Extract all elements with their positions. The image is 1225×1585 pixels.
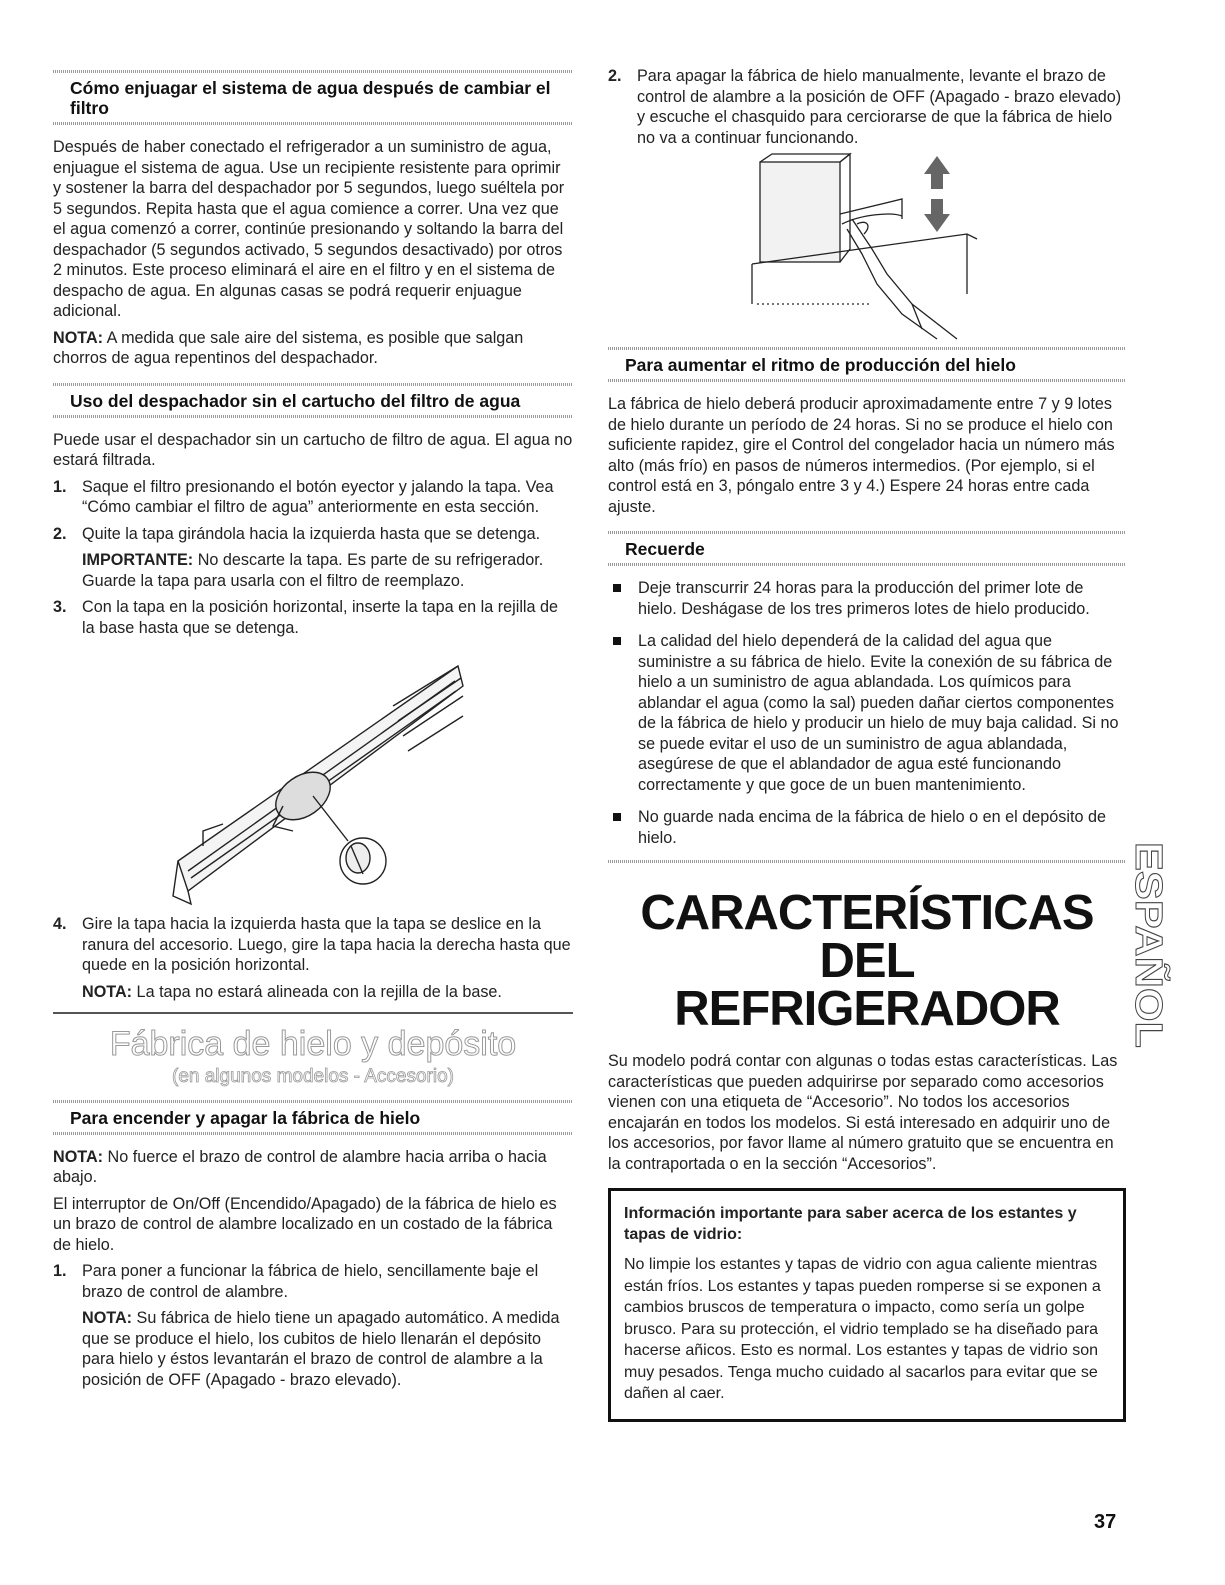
step-text: Quite la tapa girándola hacia la izquierda hasta que se detenga.: [82, 524, 541, 543]
bullet-item: [608, 807, 1126, 848]
step-2: [53, 524, 573, 592]
step-text: Para poner a funcionar la fábrica de hielo, sencillamente baje el brazo de control de alambre.: [82, 1262, 539, 1301]
bullet-square-icon: [608, 578, 638, 619]
note-label: NOTA:: [82, 1309, 133, 1327]
ice-section-subtitle: (en algunos modelos - Accesorio): [172, 1065, 454, 1087]
info-box-text: No limpie los estantes y tapas de vidrio con agua caliente mientras están fríos. Los estantes y tapas pueden romperse si se exponen a cambios bruscos de temperatura o impacto, como sería un golpe brusco. Para su protección, el vidrio templado se ha diseñado para hacerse añicos. Esto es normal. Los estantes y tapas de vidrio son muy pesados. Tenga mucho cuidado al sacarlos para evitar que se dañen al caer.: [624, 1256, 1101, 1402]
note-label: NOTA:: [53, 1147, 104, 1166]
note: [82, 1308, 573, 1390]
filter-cap-illustration: [163, 646, 463, 906]
note-label: NOTA:: [82, 982, 133, 1001]
step-text: Gire la tapa hacia la izquierda hasta que la tapa se deslice en la ranura del accesorio. Luego, gire la tapa hacia la derecha hasta que quede en la posición horizontal.: [82, 915, 571, 974]
rinse-section: [53, 70, 573, 125]
language-side-tab: [1127, 838, 1169, 1052]
section-heading: Para encender y apagar la fábrica de hielo: [70, 1107, 421, 1128]
section-heading: Para aumentar el ritmo de producción del hielo: [625, 355, 1016, 375]
section-heading: Recuerde: [625, 539, 705, 559]
bullet-text: La calidad del hielo dependerá de la calidad del agua que suministre a su fábrica de hielo. Evite la conexión de su fábrica de hielo a un suministro de agua ablandada. Los químicos para ablandar el agua (como la sal) pueden dañar ciertos componentes de la fábrica de hielo y producir un hielo de muy baja calidad. Si no se puede evitar el uso de un suministro de agua ablandada, asegúrese de que el ablandador de agua esté funcionando correctamente y que goce de un buen mantenimiento.: [638, 632, 1119, 794]
section-heading: Uso del despachador sin el cartucho del filtro de agua: [70, 390, 521, 411]
step-1: [53, 477, 573, 518]
bullet-item: [608, 578, 1126, 619]
section-rule: [53, 1012, 573, 1014]
paragraph: Su modelo podrá contar con algunas o todas estas características. Las características que pueden adquirirse por separado como accesorios vienen con una etiqueta de “Accesorio”. No todos los accesorios encajarán en todos los modelos. Si está interesado en adquirir uno de los accesorios, por favor llame al número gratuito que se encuentra en la contraportada o en la sección “Accesorios”.: [608, 1052, 1118, 1173]
paragraph: Después de haber conectado el refrigerador a un suministro de agua, enjuague el sistema de agua. Use un recipiente resistente para oprimir y sostener la barra del despachador por 5 segundos, luego suéltela por 5 segundos. Repita hasta que el agua comience a correr. Una vez que el agua comenzó a correr, continúe presionando y soltando la barra del despachador (5 segundos activado, 5 segundos desactivado) por otros 2 minutos. Este proceso eliminará el aire en el filtro y en el sistema de despacho de agua. En algunas casas se podrá requerir enjuague adicional.: [53, 138, 565, 320]
hatch-divider: [608, 860, 1126, 863]
hatch-divider: [53, 122, 573, 125]
hatch-divider: [608, 563, 1126, 566]
remember-section: [608, 531, 1126, 566]
info-box-title: Información importante para saber acerca de los estantes y tapas de vidrio:: [624, 1205, 1077, 1243]
ice-maker-illustration: [752, 154, 982, 339]
bullet-square-icon: [608, 631, 638, 795]
important-text: No descarte la tapa. Es parte de su refrigerador. Guarde la tapa para usarla con el filtro de reemplazo.: [82, 551, 544, 590]
step-text: Saque el filtro presionando el botón eyector y jalando la tapa. Vea “Cómo cambiar el filtro de agua” anteriormente en esta sección.: [82, 477, 554, 516]
step-number: 1.: [53, 477, 67, 496]
features-title: [608, 886, 1126, 1036]
note: [82, 982, 573, 1003]
step-number: 1.: [53, 1262, 67, 1280]
note-text: Su fábrica de hielo tiene un apagado automático. A medida que se produce el hielo, los cubitos de hielo llenarán el depósito para hielo y éstos levantarán el brazo de control de alambre a la posición de OFF (Apagado - brazo elevado).: [82, 1309, 560, 1389]
note: [53, 328, 573, 369]
hatch-divider: [53, 1132, 573, 1135]
hatch-divider: [608, 379, 1126, 382]
hatch-divider: [53, 415, 573, 418]
step-number: 4.: [53, 915, 67, 933]
features-title-line-2: REFRIGERADOR: [674, 982, 1060, 1036]
step-number: 2.: [53, 524, 67, 543]
step-text: Con la tapa en la posición horizontal, inserte la tapa en la rejilla de la base hasta que se detenga.: [82, 598, 559, 637]
no-filter-section: [53, 383, 573, 418]
right-column: [608, 66, 1126, 1422]
ice-section-title: Fábrica de hielo y depósito: [109, 1024, 517, 1063]
paragraph: Puede usar el despachador sin un cartucho de filtro de agua. El agua no estará filtrada.: [53, 430, 573, 469]
step-text: Para apagar la fábrica de hielo manualmente, levante el brazo de control de alambre a la posición de OFF (Apagado - brazo elevado) y escuche el chasquido para cerciorarse de que la fábrica de hielo no va a continuar funcionando.: [637, 67, 1122, 147]
note-text: A medida que sale aire del sistema, es posible que salgan chorros de agua repentinos del despachador.: [53, 328, 524, 367]
paragraph: El interruptor de On/Off (Encendido/Apagado) de la fábrica de hielo es un brazo de control de alambre localizado en un costado de la fábrica de hielo.: [53, 1194, 557, 1254]
bullet-text: No guarde nada encima de la fábrica de hielo o en el depósito de hielo.: [638, 808, 1106, 847]
page-number: 37: [1094, 1511, 1117, 1533]
step-2: [608, 66, 1126, 148]
step-4: [53, 914, 573, 1002]
important-note: [82, 550, 573, 591]
step-3: [53, 597, 573, 638]
note: [53, 1147, 573, 1188]
onoff-section: [53, 1100, 573, 1135]
bullet-text: Deje transcurrir 24 horas para la producción del primer lote de hielo. Deshágase de los tres primeros lotes de hielo producido.: [638, 579, 1090, 618]
paragraph: La fábrica de hielo deberá producir aproximadamente entre 7 y 9 lotes de hielo durante un período de 24 horas. Si no se produce el hielo con suficiente rapidez, gire el Control del congelador hacia un número más alto (más frío) en pasos de números intermedios. (Por ejemplo, si el control está en 3, póngalo entre 3 y 4.) Espere 24 horas entre cada ajuste.: [608, 395, 1115, 516]
section-heading: Cómo enjuagar el sistema de agua después de cambiar el filtro: [70, 78, 551, 118]
step-number: 3.: [53, 598, 67, 616]
step-number: 2.: [608, 67, 622, 85]
bullet-square-icon: [608, 807, 638, 848]
step-1: [53, 1261, 573, 1390]
glass-shelves-info-box: [608, 1188, 1126, 1422]
note-label: NOTA:: [53, 328, 104, 347]
increase-section: [608, 347, 1126, 382]
left-column: [53, 66, 573, 1396]
features-title-line-1: CARACTERÍSTICAS DEL: [640, 886, 1094, 988]
language-tab-text: ESPAÑOL: [1127, 842, 1169, 1023]
note-text: La tapa no estará alineada con la rejilla de la base.: [132, 982, 502, 1001]
note-text: No fuerce el brazo de control de alambre hacia arriba o hacia abajo.: [53, 1147, 547, 1186]
important-label: IMPORTANTE:: [82, 551, 194, 569]
bullet-item: [608, 631, 1126, 795]
